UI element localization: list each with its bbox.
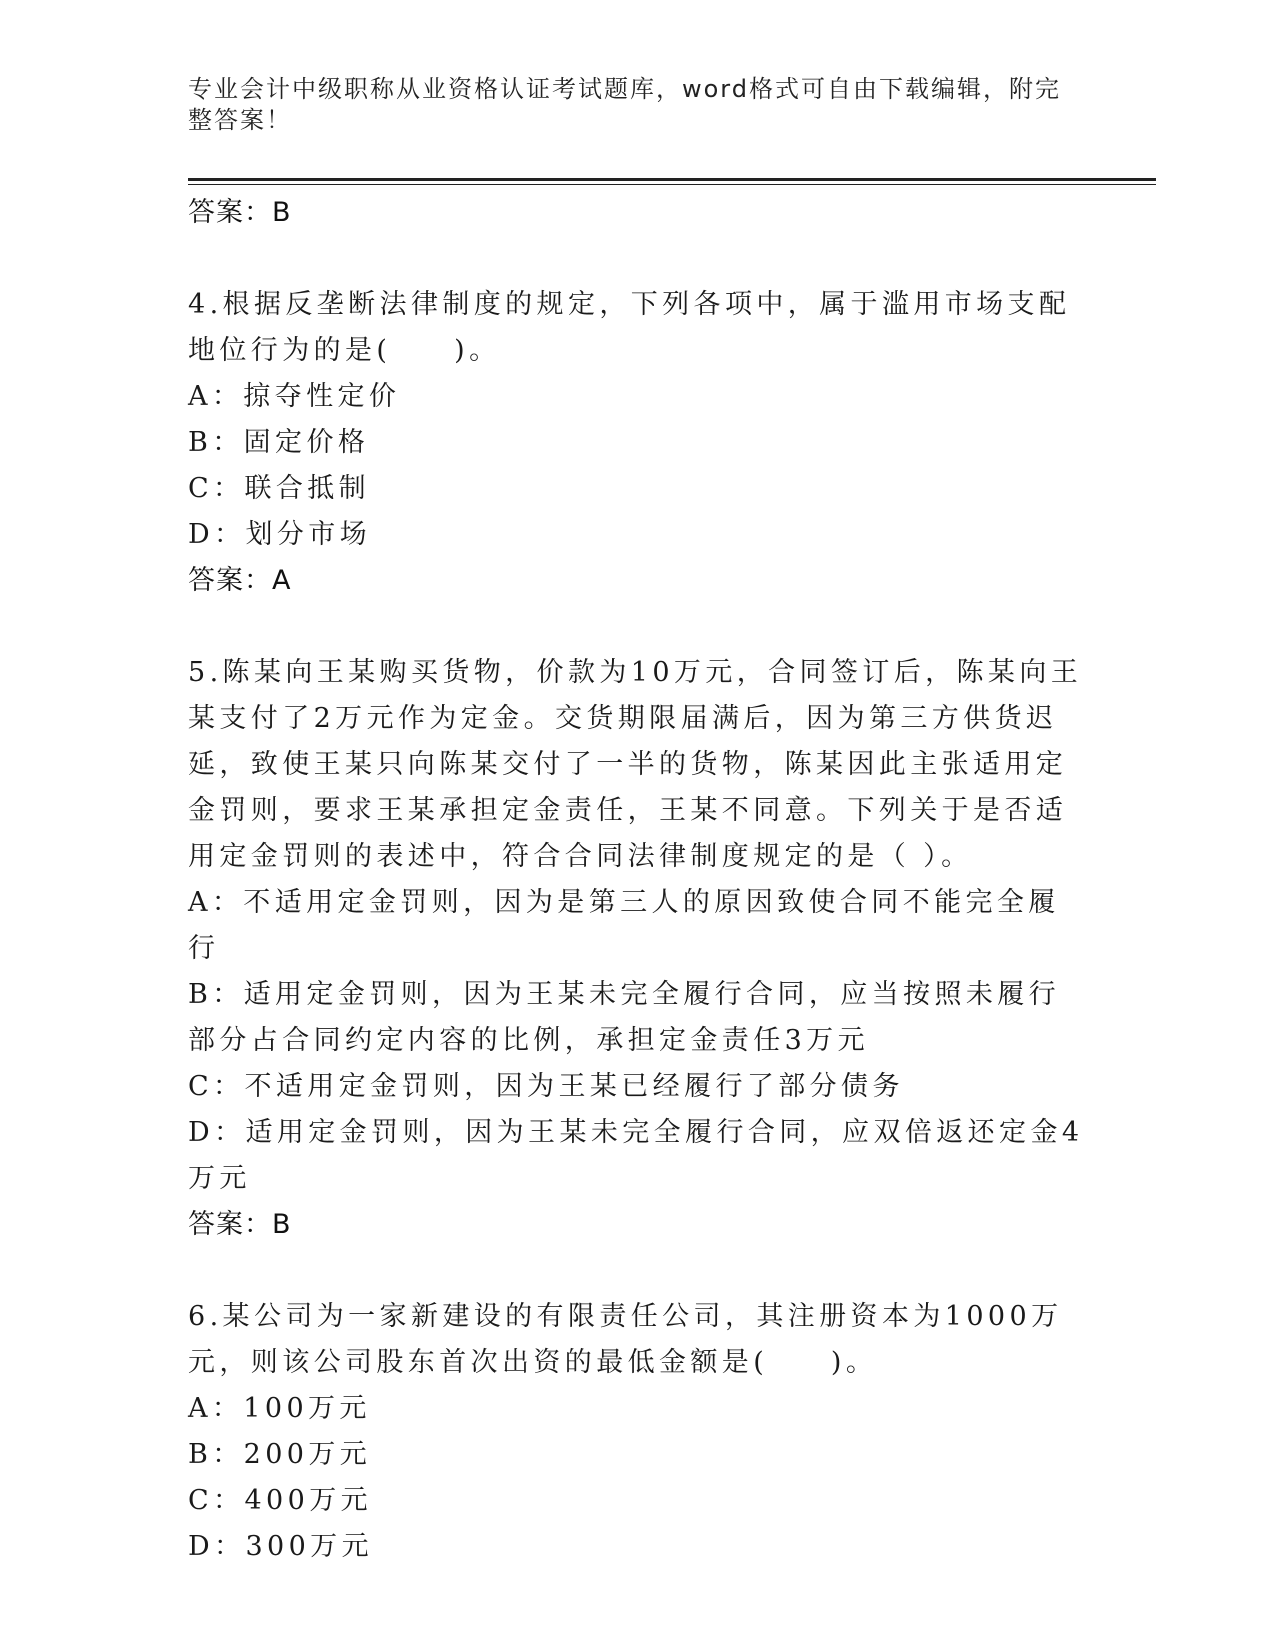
option-d: D：划分市场 — [188, 519, 372, 550]
page-header: 专业会计中级职称从业资格认证考试题库，word格式可自由下载编辑，附完整答案！ — [188, 75, 1061, 134]
question-text: 5.陈某向王某购买货物，价款为10万元，合同签订后，陈某向王某支付了2万元作为定金。交货期限届满后，因为第三方供货迟延，致使王某只向陈某交付了一半的货物，陈某因此主张适用定金罚则，要求王某承担定金责任，王某不同意。下列关于是否适用定金罚则的表述中，符合合同法律制度规定的是（ ）。 — [188, 657, 1083, 872]
option-c: C：400万元 — [188, 1485, 372, 1516]
option-a: A：100万元 — [188, 1393, 371, 1424]
option-b: B：适用定金罚则，因为王某未完全履行合同，应当按照未履行部分占合同约定内容的比例，承担定金责任3万元 — [188, 979, 1061, 1056]
answer-line: 答案：A — [188, 565, 292, 596]
option-d: D：适用定金罚则，因为王某未完全履行合同，应双倍返还定金4万元 — [188, 1117, 1084, 1194]
spacer — [188, 604, 1088, 650]
question-text: 4.根据反垄断法律制度的规定，下列各项中，属于滥用市场支配地位行为的是( )。 — [188, 289, 1071, 366]
option-c: C：不适用定金罚则，因为王某已经履行了部分债务 — [188, 1071, 904, 1102]
spacer — [188, 1248, 1088, 1294]
answer-line: 答案：B — [188, 1209, 292, 1240]
question-list — [188, 190, 1088, 1570]
option-c: C：联合抵制 — [188, 473, 371, 504]
header-divider-thin — [188, 184, 1156, 185]
option-b: B：200万元 — [188, 1439, 372, 1470]
answer-line: 答案：B — [188, 197, 292, 228]
spacer — [188, 236, 1088, 282]
option-b: B：固定价格 — [188, 427, 370, 458]
question-text: 6.某公司为一家新建设的有限责任公司，其注册资本为1000万元，则该公司股东首次出资的最低金额是( )。 — [188, 1301, 1063, 1378]
option-a: A：掠夺性定价 — [188, 381, 401, 412]
header-divider-thick — [188, 178, 1156, 181]
option-a: A：不适用定金罚则，因为是第三人的原因致使合同不能完全履行 — [188, 887, 1060, 964]
option-d: D：300万元 — [188, 1531, 373, 1562]
